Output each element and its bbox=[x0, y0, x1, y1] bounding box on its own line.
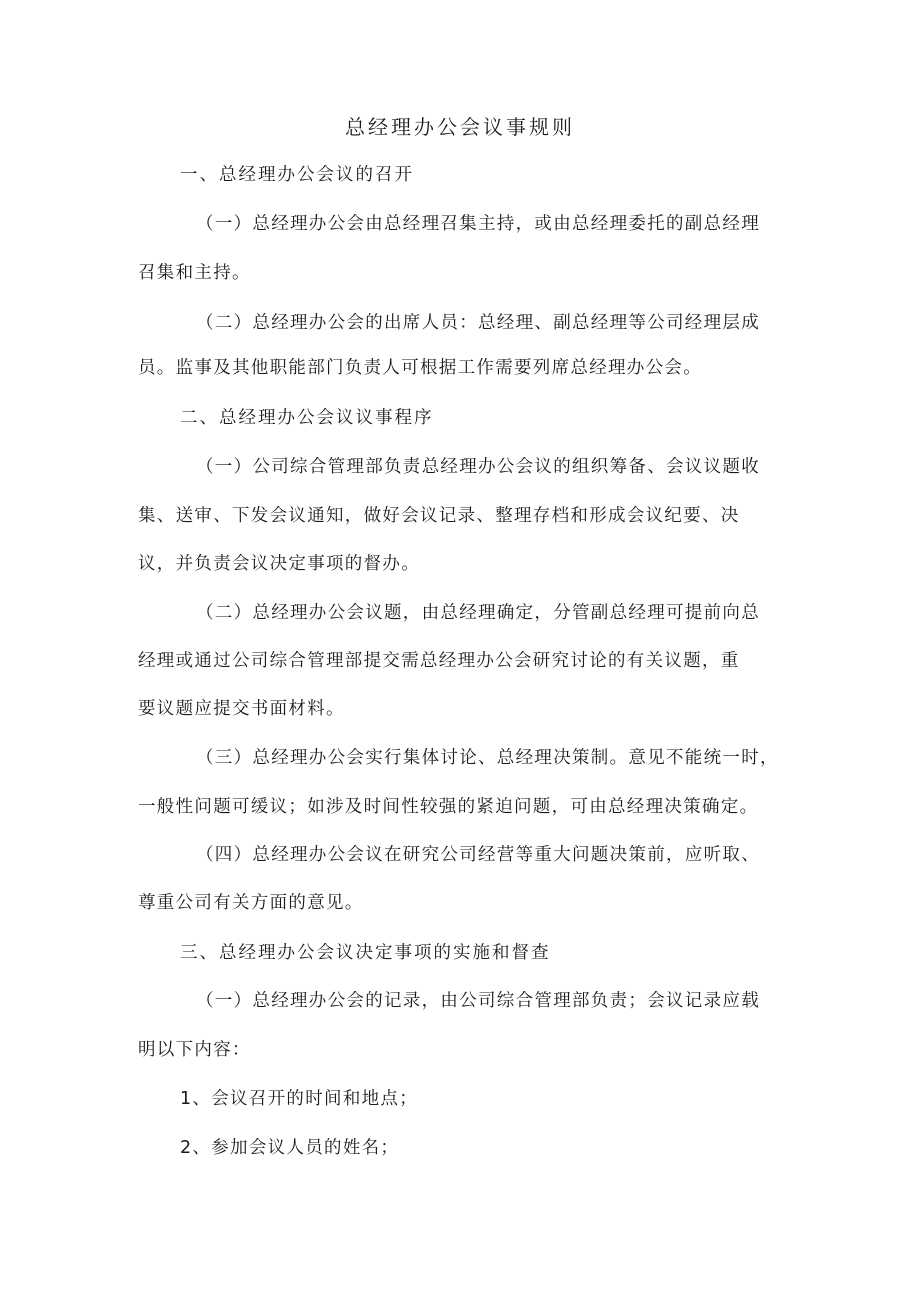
paragraph-2-1-line-2: 集、送审、下发会议通知，做好会议记录、整理存档和形成会议纪要、决 bbox=[138, 506, 740, 526]
paragraph-2-2-line-3: 要议题应提交书面材料。 bbox=[138, 699, 345, 719]
section-heading-2: 二、总经理办公会议议事程序 bbox=[180, 408, 434, 428]
paragraph-2-4-line-1: （四）总经理办公会议在研究公司经营等重大问题决策前，应听取、 bbox=[196, 845, 760, 865]
paragraph-3-1-line-2: 明以下内容： bbox=[138, 1040, 251, 1060]
paragraph-1-2-line-1: （二）总经理办公会的出席人员：总经理、副总经理等公司经理层成 bbox=[196, 313, 760, 333]
paragraph-2-2-line-2: 经理或通过公司综合管理部提交需总经理办公会研究讨论的有关议题，重 bbox=[138, 651, 740, 671]
paragraph-1-1-line-1: （一）总经理办公会由总经理召集主持，或由总经理委托的副总经理 bbox=[196, 214, 760, 234]
paragraph-1-2-line-2: 员。监事及其他职能部门负责人可根据工作需要列席总经理办公会。 bbox=[138, 358, 702, 378]
section-heading-1: 一、总经理办公会议的召开 bbox=[180, 165, 414, 185]
section-heading-3: 三、总经理办公会议决定事项的实施和督查 bbox=[180, 943, 551, 963]
paragraph-2-3-line-2: 一般性问题可缓议；如涉及时间性较强的紧迫问题，可由总经理决策确定。 bbox=[138, 797, 759, 817]
paragraph-2-2-line-1: （二）总经理办公会议题，由总经理确定，分管副总经理可提前向总 bbox=[196, 603, 760, 623]
paragraph-2-4-line-2: 尊重公司有关方面的意见。 bbox=[138, 893, 364, 913]
list-item-2: 2、参加会议人员的姓名； bbox=[180, 1138, 400, 1158]
list-item-1: 1、会议召开的时间和地点； bbox=[180, 1089, 419, 1109]
paragraph-3-1-line-1: （一）总经理办公会的记录，由公司综合管理部负责；会议记录应载 bbox=[196, 991, 760, 1011]
paragraph-1-1-line-2: 召集和主持。 bbox=[138, 263, 251, 283]
paragraph-2-1-line-3: 议，并负责会议决定事项的督办。 bbox=[138, 554, 420, 574]
paragraph-2-1-line-1: （一）公司综合管理部负责总经理办公会议的组织筹备、会议议题收 bbox=[196, 457, 760, 477]
paragraph-2-3-line-1: （三）总经理办公会实行集体讨论、总经理决策制。意见不能统一时， bbox=[196, 748, 779, 768]
document-title: 总经理办公会议事规则 bbox=[345, 115, 575, 139]
